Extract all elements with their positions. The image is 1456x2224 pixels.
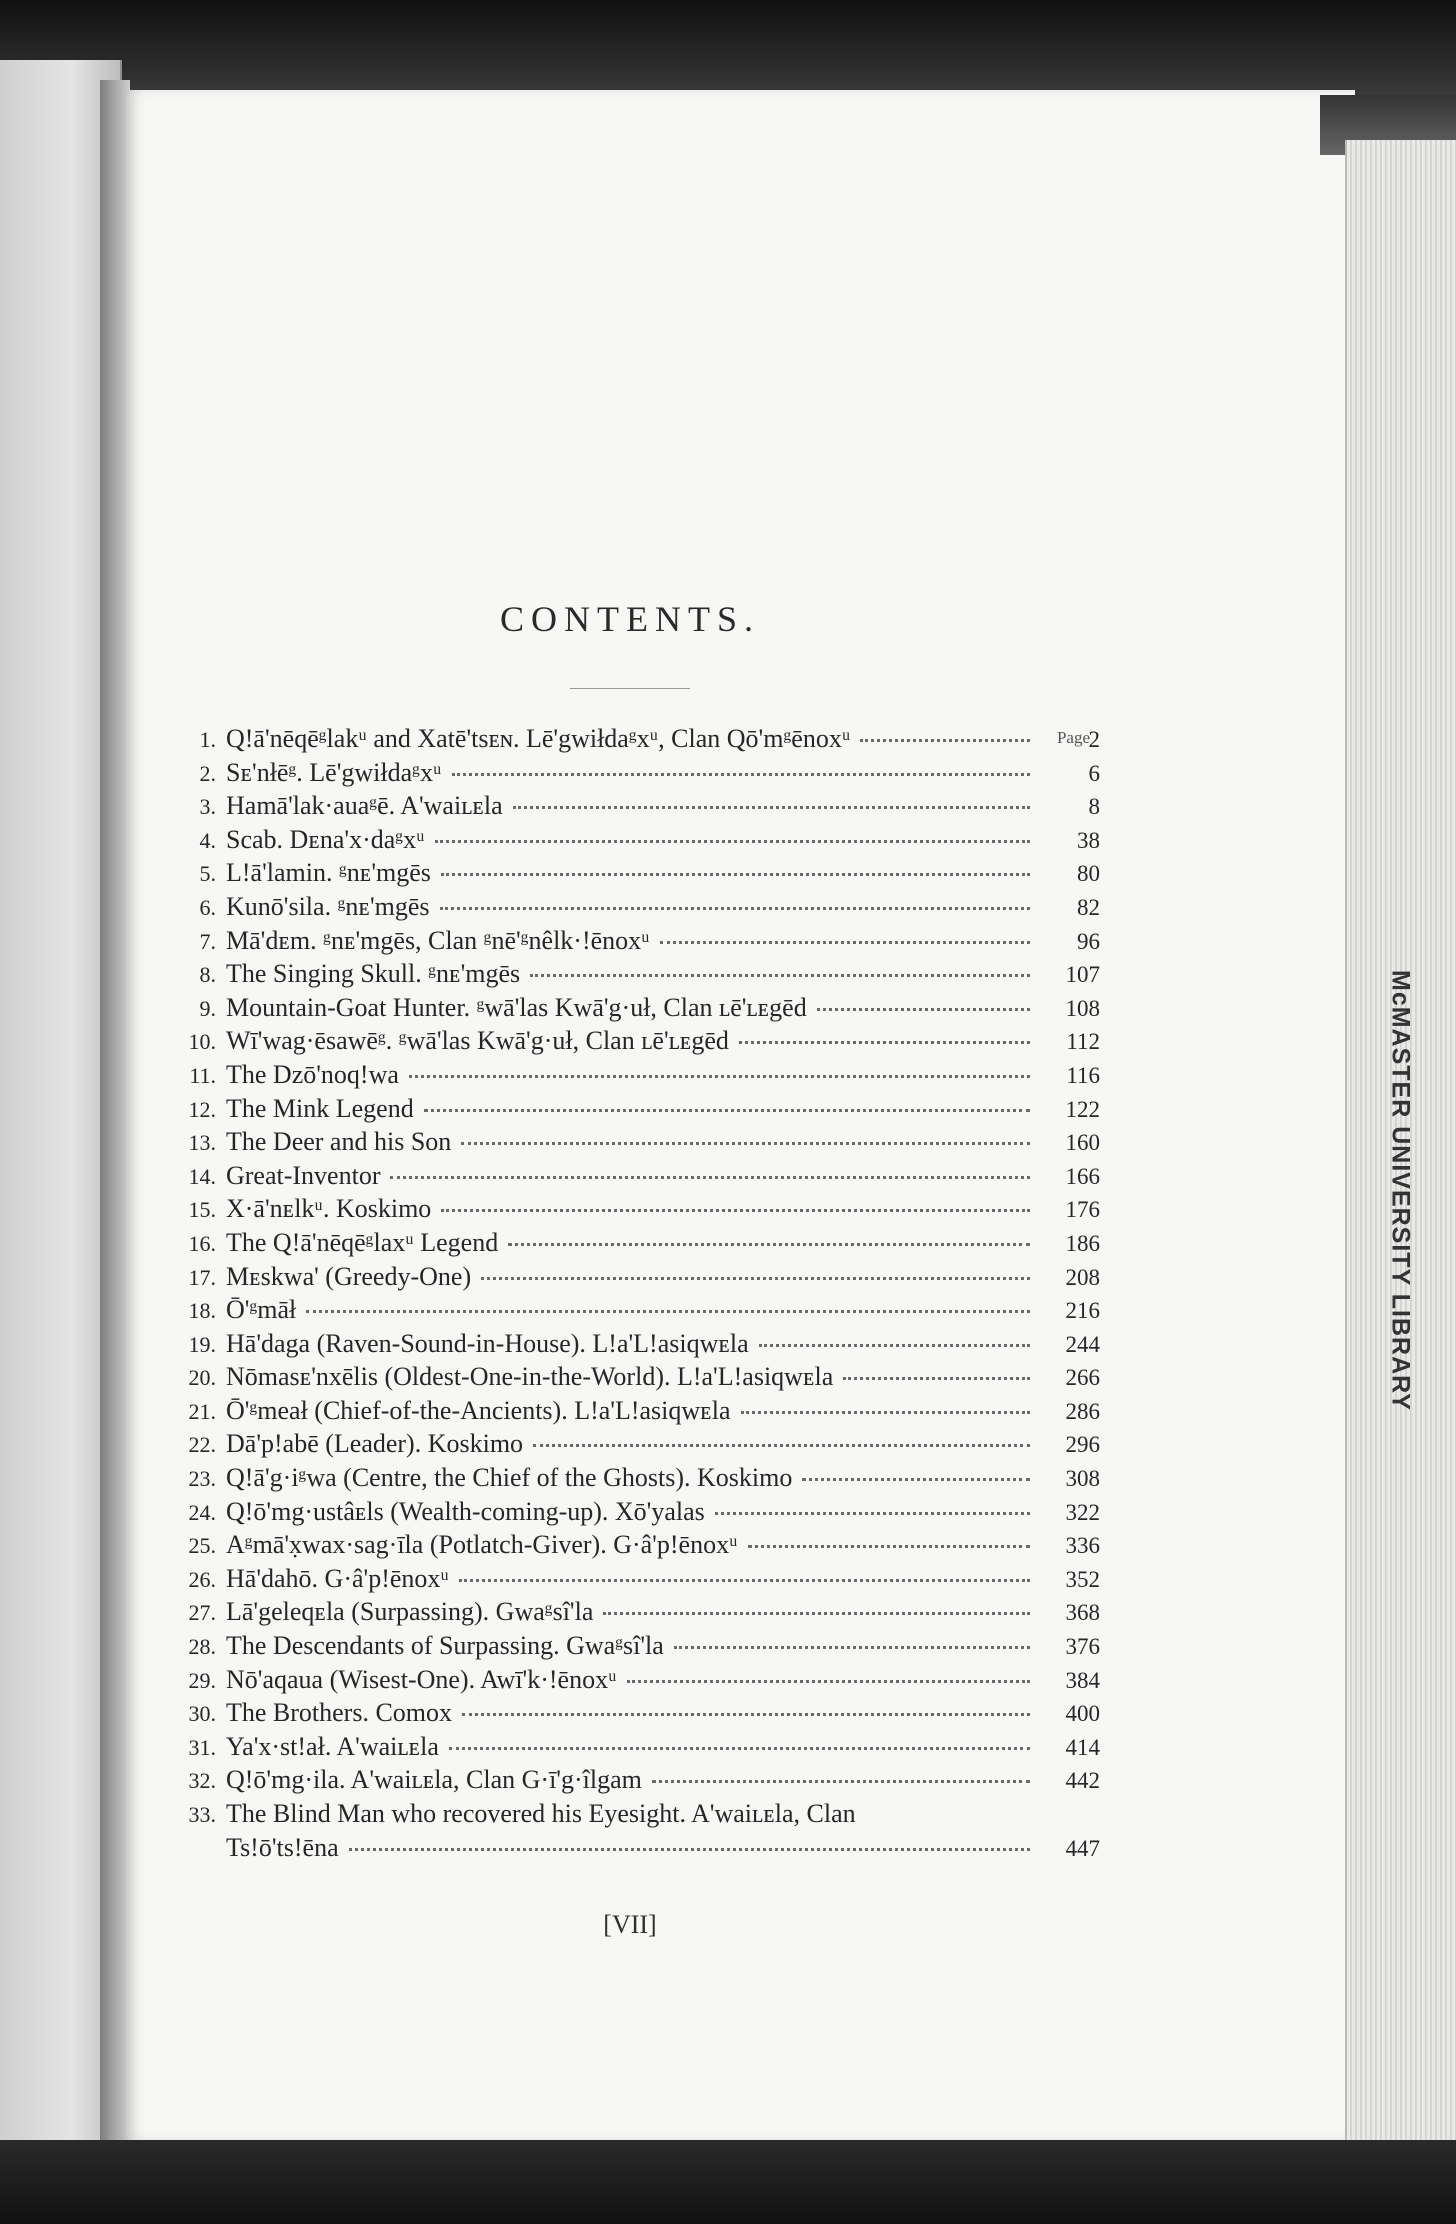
entry-number: 13.	[188, 1130, 216, 1156]
entry-number: 29.	[188, 1667, 216, 1693]
entry-page-number: 442	[1065, 1768, 1100, 1794]
entry-title: Hā'dahō. G·â'p!ēnoxᵘ	[226, 1563, 449, 1593]
entry-page-number: 166	[1065, 1163, 1100, 1189]
toc-entry	[150, 1629, 1100, 1663]
entry-page-number: 116	[1066, 1062, 1100, 1088]
entry-title: The Deer and his Son	[226, 1127, 452, 1157]
entry-title: Mountain-Goat Hunter. ᵍwā'las Kwā'g·uł, Clan ʟē'ʟᴇgēd	[226, 992, 807, 1022]
entry-page-number: 160	[1065, 1130, 1100, 1156]
toc-entry	[150, 1394, 1100, 1428]
entry-title: Sᴇ'nłēᵍ. Lē'gwiłdaᵍxᵘ	[226, 757, 442, 787]
toc-entry	[150, 856, 1100, 890]
entry-number: 8.	[199, 962, 216, 988]
entry-title: Nō'aqaua (Wisest-One). Awī'k·!ēnoxᵘ	[226, 1664, 617, 1694]
dot-leader	[860, 739, 1030, 742]
dot-leader	[627, 1680, 1030, 1683]
entry-title: Q!ō'mg·ila. A'waiʟᴇla, Clan G·ī'g·îlgam	[226, 1765, 642, 1795]
entry-page-number: 244	[1065, 1331, 1100, 1357]
entry-title: Ts!ō'ts!ēna	[226, 1832, 339, 1862]
entry-number: 5.	[199, 861, 216, 887]
entry-title: Q!ā'g·iᵍwa (Centre, the Chief of the Ghosts). Koskimo	[226, 1463, 793, 1493]
entry-page-number: 368	[1065, 1600, 1100, 1626]
dot-leader	[748, 1545, 1030, 1548]
entry-title: The Q!ā'nēqēᵍlaxᵘ Legend	[226, 1227, 499, 1257]
entry-page-number: 336	[1065, 1533, 1100, 1559]
heading-rule	[570, 688, 690, 689]
entry-title: Mā'dᴇm. ᵍnᴇ'mgēs, Clan ᵍnē'ᵍnêlk·!ēnoxᵘ	[226, 925, 650, 955]
entry-number: 16.	[188, 1230, 216, 1256]
toc-entry	[150, 1058, 1100, 1092]
entry-page-number: 176	[1065, 1197, 1100, 1223]
entry-title: The Brothers. Comox	[226, 1698, 453, 1728]
library-stamp	[1365, 940, 1435, 1440]
entry-page-number: 286	[1065, 1398, 1100, 1424]
library-stamp-text: McMASTER UNIVERSITY LIBRARY	[1386, 969, 1415, 1411]
dot-leader	[461, 1142, 1030, 1145]
entry-title: Hā'daga (Raven-Sound-in-House). L!a'L!asiqwᴇla	[226, 1328, 749, 1358]
entry-page-number: 352	[1065, 1566, 1100, 1592]
entry-number: 18.	[188, 1298, 216, 1324]
entry-page-number: 208	[1065, 1264, 1100, 1290]
entry-number: 7.	[199, 928, 216, 954]
entry-number: 14.	[188, 1163, 216, 1189]
toc-entry	[150, 1125, 1100, 1159]
toc-entry	[150, 1260, 1100, 1294]
entry-page-number: 96	[1077, 928, 1100, 954]
entry-number: 28.	[188, 1634, 216, 1660]
folio-number: [VII]	[603, 1910, 657, 1939]
dot-leader	[513, 806, 1030, 809]
dot-leader	[390, 1176, 1030, 1179]
toc-entry	[150, 991, 1100, 1025]
toc-entry	[150, 924, 1100, 958]
toc-entry	[150, 1293, 1100, 1327]
entry-number: 20.	[188, 1365, 216, 1391]
entry-title: Scab. Dᴇna'x·daᵍxᵘ	[226, 824, 425, 854]
entry-title: Q!ō'mg·ustâᴇls (Wealth-coming-up). Xō'yalas	[226, 1496, 705, 1526]
entry-title: Ō'ᵍmeał (Chief-of-the-Ancients). L!a'L!asiqwᴇla	[226, 1395, 731, 1425]
entry-title: Hamā'lak·auaᵍē. A'waiʟᴇla	[226, 791, 503, 821]
toc-entry	[150, 1461, 1100, 1495]
entry-page-number: 122	[1065, 1096, 1100, 1122]
dot-leader	[452, 773, 1031, 776]
dot-leader	[802, 1478, 1030, 1481]
entry-number: 12.	[188, 1096, 216, 1122]
entry-page-number: 6	[1088, 760, 1100, 786]
dot-leader	[741, 1411, 1031, 1414]
entry-number: 32.	[188, 1768, 216, 1794]
dot-leader	[674, 1646, 1030, 1649]
dot-leader	[306, 1310, 1030, 1313]
toc-entry	[150, 823, 1100, 857]
toc-entry	[150, 789, 1100, 823]
entry-title: The Mink Legend	[226, 1093, 414, 1123]
entry-title: L!ā'lamin. ᵍnᴇ'mgēs	[226, 858, 431, 888]
entry-page-number: 8	[1088, 794, 1100, 820]
entry-number: 31.	[188, 1734, 216, 1760]
entry-number: 10.	[188, 1029, 216, 1055]
entry-title: The Descendants of Surpassing. Gwaᵍsî'la	[226, 1631, 664, 1661]
entry-title: Kunō'sila. ᵍnᴇ'mgēs	[226, 891, 430, 921]
toc-entry	[150, 1562, 1100, 1596]
dot-leader	[459, 1579, 1030, 1582]
page-column-label: Page	[1056, 728, 1090, 747]
entry-number: 24.	[188, 1499, 216, 1525]
entry-number: 19.	[188, 1331, 216, 1357]
entry-number: 15.	[188, 1197, 216, 1223]
entry-title: Mᴇskwa' (Greedy-One)	[226, 1261, 472, 1291]
toc-entry	[150, 1831, 1100, 1865]
dot-leader	[759, 1344, 1030, 1347]
toc-entry	[150, 1226, 1100, 1260]
entry-page-number: 384	[1065, 1667, 1100, 1693]
entry-page-number: 108	[1065, 995, 1100, 1021]
entry-number: 4.	[199, 827, 216, 853]
toc-entry	[150, 1663, 1100, 1697]
dot-leader	[349, 1848, 1030, 1851]
toc-entry	[150, 722, 1100, 756]
toc-entry	[150, 1696, 1100, 1730]
toc-entry	[150, 1024, 1100, 1058]
toc-entry	[150, 890, 1100, 924]
toc-entry	[150, 1159, 1100, 1193]
entry-page-number: 400	[1065, 1701, 1100, 1727]
toc-entry	[150, 1192, 1100, 1226]
dot-leader	[435, 840, 1030, 843]
entry-number: 9.	[199, 995, 216, 1021]
toc-entry	[150, 1595, 1100, 1629]
entry-title: The Blind Man who recovered his Eyesight. A'waiʟᴇla, Clan	[226, 1799, 856, 1828]
dot-leader	[739, 1041, 1030, 1044]
entry-page-number: 112	[1066, 1029, 1100, 1055]
entry-number: 30.	[188, 1701, 216, 1727]
dot-leader	[530, 974, 1030, 977]
entry-page-number: 266	[1065, 1365, 1100, 1391]
entry-page-number: 80	[1077, 861, 1100, 887]
dot-leader	[660, 941, 1030, 944]
entry-number: 11.	[189, 1062, 216, 1088]
entry-number: 33.	[188, 1802, 216, 1827]
toc-entry	[150, 1797, 1100, 1831]
dot-leader	[441, 873, 1030, 876]
entry-title: Lā'geleqᴇla (Surpassing). Gwaᵍsî'la	[226, 1597, 594, 1627]
entry-page-number: 107	[1065, 962, 1100, 988]
entry-title: Great-Inventor	[226, 1160, 381, 1190]
entry-title: The Singing Skull. ᵍnᴇ'mgēs	[226, 959, 521, 989]
toc-entry	[150, 1092, 1100, 1126]
entry-page-number: 38	[1077, 827, 1100, 853]
entry-page-number: 414	[1065, 1734, 1100, 1760]
entry-number: 22.	[188, 1432, 216, 1458]
dot-leader	[533, 1444, 1030, 1447]
top-shadow	[0, 0, 1456, 95]
dot-leader	[409, 1075, 1030, 1078]
toc-entry	[150, 1360, 1100, 1394]
dot-leader	[481, 1277, 1030, 1280]
entry-page-number: 216	[1065, 1298, 1100, 1324]
dot-leader	[652, 1780, 1030, 1783]
entry-page-number: 447	[1065, 1835, 1100, 1861]
dot-leader	[715, 1512, 1030, 1515]
dot-leader	[462, 1713, 1030, 1716]
entry-title: Ō'ᵍmāł	[226, 1295, 297, 1325]
toc-entry	[150, 1495, 1100, 1529]
entry-title: Ya'x·st!ał. A'waiʟᴇla	[226, 1731, 439, 1761]
entry-number: 17.	[188, 1264, 216, 1290]
entry-title: Q!ā'nēqēᵍlakᵘ and Xatē'tsᴇɴ. Lē'gwiłdaᵍxᵘ, Clan Qō'mᵍēnoxᵘ	[226, 724, 851, 753]
toc-entry	[150, 1730, 1100, 1764]
entry-number: 21.	[188, 1398, 216, 1424]
entry-title: Aᵍmā'x̣wax·sag·īla (Potlatch-Giver). G·â'p!ēnoxᵘ	[226, 1530, 738, 1560]
entry-page-number: 82	[1077, 894, 1100, 920]
entry-page-number: 376	[1065, 1634, 1100, 1660]
dot-leader	[440, 907, 1030, 910]
entry-page-number: 296	[1065, 1432, 1100, 1458]
toc-entry	[150, 1528, 1100, 1562]
entry-title: Nōmasᴇ'nxēlis (Oldest-One-in-the-World). L!a'L!asiqwᴇla	[226, 1362, 834, 1392]
toc-entry	[150, 1427, 1100, 1461]
entry-title: The Dzō'noq!wa	[226, 1059, 399, 1089]
entry-number: 2.	[199, 760, 216, 786]
entry-number: 23.	[188, 1466, 216, 1492]
entry-number: 6.	[199, 894, 216, 920]
entry-page-number: 322	[1065, 1499, 1100, 1525]
entry-number: 25.	[188, 1533, 216, 1559]
dot-leader	[508, 1243, 1030, 1246]
entry-number: 1.	[199, 727, 216, 752]
dot-leader	[843, 1377, 1030, 1380]
bottom-shadow	[0, 2140, 1456, 2224]
dot-leader	[441, 1209, 1030, 1212]
toc-entry	[150, 957, 1100, 991]
contents-heading: CONTENTS.	[500, 599, 760, 639]
dot-leader	[424, 1109, 1030, 1112]
table-of-contents	[150, 722, 1100, 1864]
entry-page-number: 308	[1065, 1466, 1100, 1492]
toc-entry	[150, 756, 1100, 790]
toc-entry	[150, 1763, 1100, 1797]
entry-title: Wī'wag·ēsawēᵍ. ᵍwā'las Kwā'g·uł, Clan ʟē'ʟᴇgēd	[226, 1026, 729, 1056]
entry-number: 3.	[199, 794, 216, 820]
toc-entry	[150, 1327, 1100, 1361]
entry-page-number: 186	[1065, 1230, 1100, 1256]
entry-number: 27.	[188, 1600, 216, 1626]
dot-leader	[603, 1612, 1030, 1615]
dot-leader	[449, 1747, 1030, 1750]
entry-page-number: 2	[1088, 727, 1100, 752]
entry-title: X·ā'nᴇlkᵘ. Koskimo	[226, 1194, 432, 1224]
dot-leader	[817, 1008, 1030, 1011]
entry-title: Dā'p!abē (Leader). Koskimo	[226, 1429, 524, 1459]
entry-number: 26.	[188, 1566, 216, 1592]
